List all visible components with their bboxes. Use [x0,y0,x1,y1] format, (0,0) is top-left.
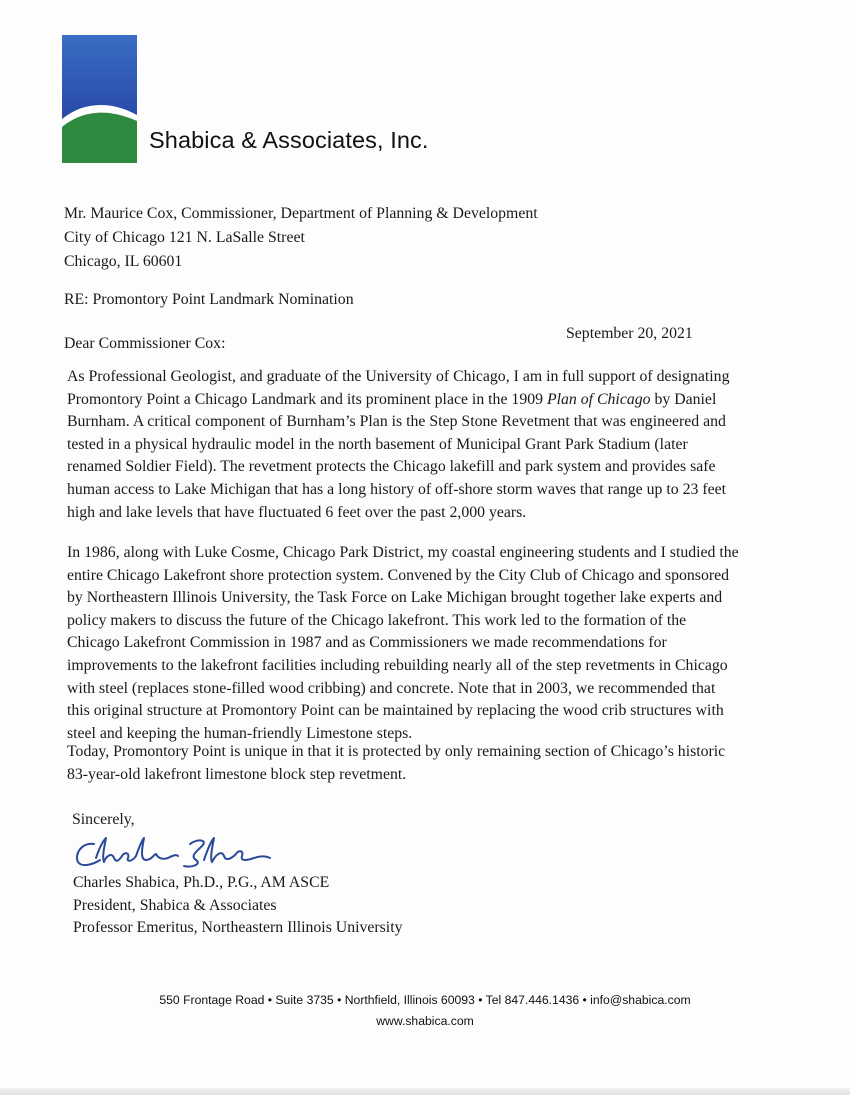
body-text: by Daniel [650,390,717,408]
body-line [67,389,782,412]
body-line: steel and keeping the human-friendly Limestone steps. [67,724,413,742]
body-line: human access to Lake Michigan that has a long history of off-shore storm waves that range up to 23 feet [67,480,727,498]
signer-title-1: President, Shabica & Associates [73,896,277,914]
body-line: this original structure at Promontory Point can be maintained by replacing the wood crib structures with [67,702,724,720]
body-line: entire Chicago Lakefront shore protection system. Convened by the City Club of Chicago and sponsored [67,566,730,584]
company-name: Shabica & Associates, Inc. [149,127,429,153]
body-line: Today, Promontory Point is unique in that it is protected by only remaining section of Chicago’s historic [67,743,726,760]
body-paragraph-2 [67,542,782,745]
handwritten-signature [72,832,272,872]
body-line: In 1986, along with Luke Cosme, Chicago Park District, my coastal engineering students and I studied the [67,544,739,561]
signer-title-2: Professor Emeritus, Northeastern Illinois University [73,919,403,936]
body-line: Chicago Lakefront Commission in 1987 and as Commissioners we made recommendations for [67,634,667,652]
book-title: Plan of Chicago [546,390,651,408]
body-line: with steel (replaces stone-filled wood cribbing) and concrete. Note that in 2003, we recommended that [67,679,716,697]
footer-website: www.shabica.com [376,1014,474,1028]
recipient-line-3: Chicago, IL 60601 [64,253,183,270]
body-line: improvements to the lakefront facilities including rebuilding nearly all of the step revetments in Chicago [67,656,728,674]
body-line: 83-year-old lakefront limestone block step revetment. [67,765,407,783]
letter-date: September 20, 2021 [566,325,693,342]
body-line: high and lake levels that have fluctuated 6 feet over the past 2,000 years. [67,503,527,521]
body-line: tested in a physical hydraulic model in the north basement of Municipal Grant Park Stadium (later [67,435,688,453]
company-logo [62,35,137,163]
closing: Sincerely, [72,811,135,828]
body-paragraph-1 [67,366,782,524]
salutation: Dear Commissioner Cox: [64,335,226,352]
footer-address: 550 Frontage Road • Suite 3735 • Northfield, Illinois 60093 • Tel 847.446.1436 • info@shabica.com [159,993,691,1007]
page-edge [0,1088,850,1095]
body-line: by Northeastern Illinois University, the Task Force on Lake Michigan brought together lake experts and [67,589,723,607]
recipient-line-2: City of Chicago 121 N. LaSalle Street [64,229,305,246]
body-line: renamed Soldier Field). The revetment protects the Chicago lakefill and park system and provides safe [67,458,716,476]
body-line: Burnham. A critical component of Burnham’s Plan is the Step Stone Revetment that was engineered and [67,413,726,431]
signature-block [73,872,402,940]
body-paragraph-3 [67,741,782,786]
body-line: As Professional Geologist, and graduate of the University of Chicago, I am in full support of designating [67,368,730,385]
signer-name: Charles Shabica, Ph.D., P.G., AM ASCE [73,874,330,891]
body-text: Promontory Point a Chicago Landmark and its prominent place in the 1909 [67,390,547,408]
show-through-text [560,52,563,69]
subject-line: RE: Promontory Point Landmark Nomination [64,291,354,308]
body-line: policy makers to discuss the future of the Chicago lakefront. This work led to the formation of the [67,611,687,629]
recipient-line-1: Mr. Maurice Cox, Commissioner, Department of Planning & Development [64,205,538,222]
